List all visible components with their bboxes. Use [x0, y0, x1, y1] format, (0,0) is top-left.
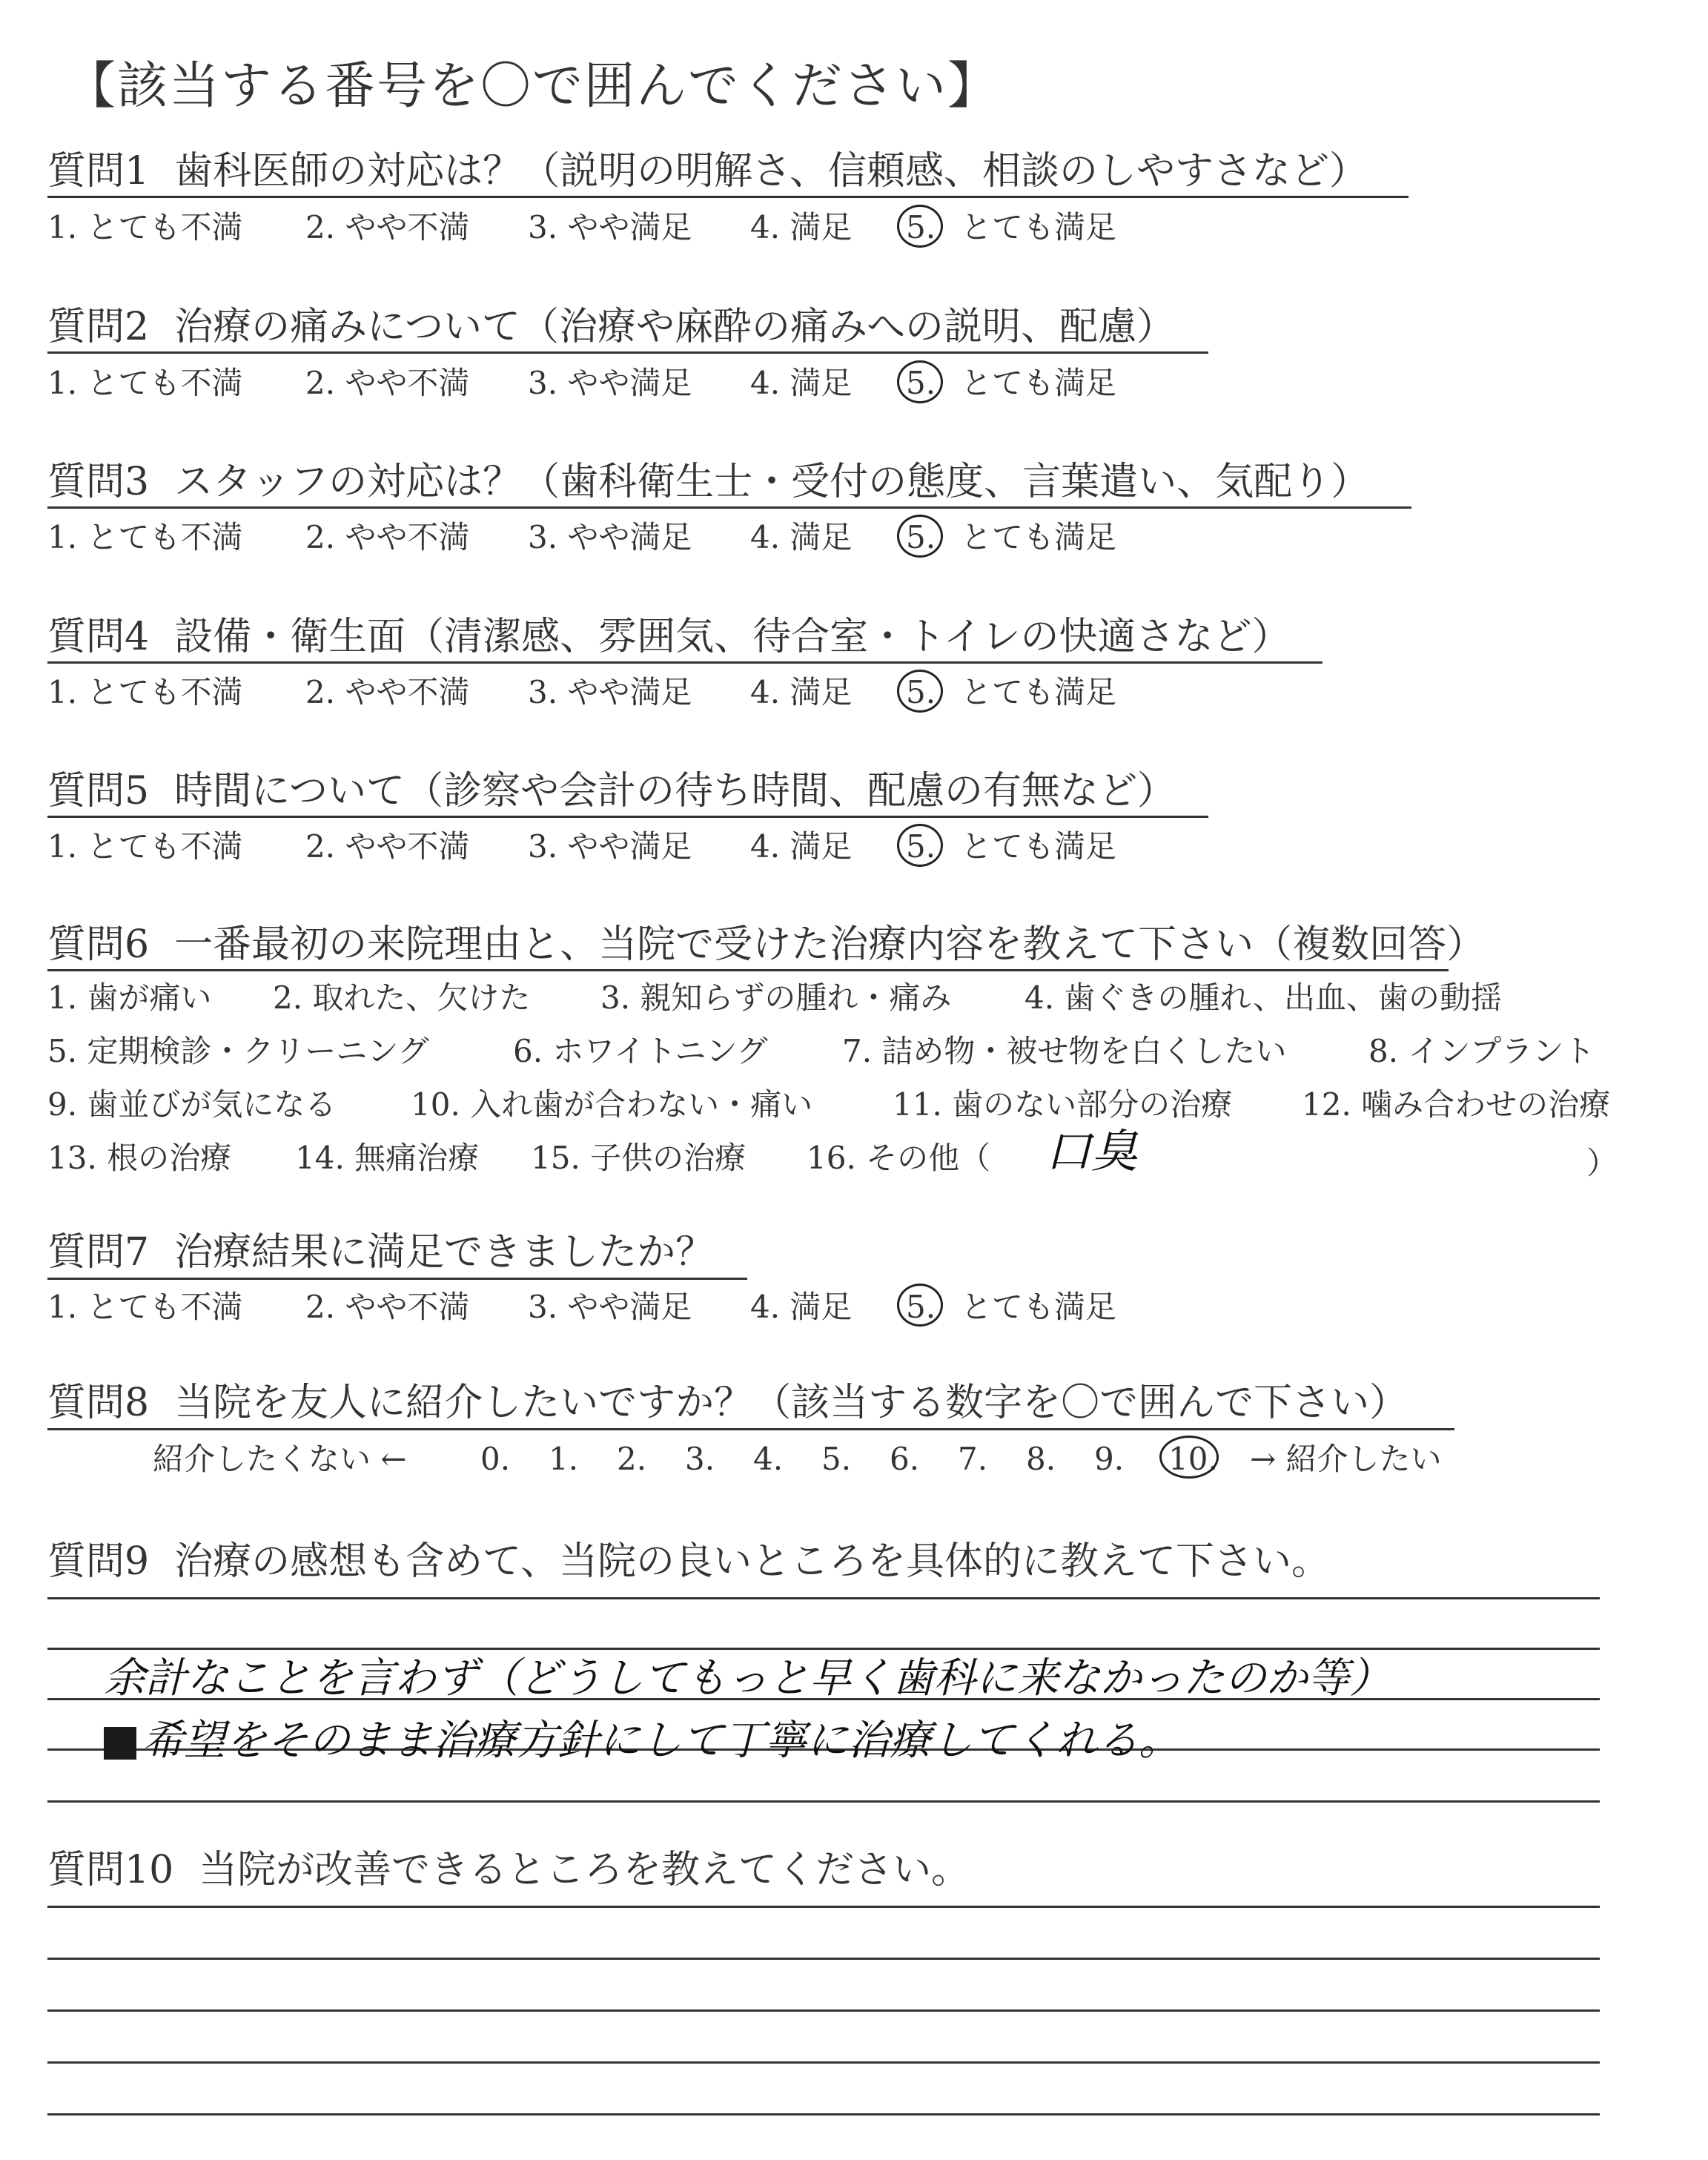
question-text: 当院が改善できるところを教えてください。	[199, 1848, 970, 1892]
option-4[interactable]: 4. 満足	[750, 209, 853, 245]
reason-option[interactable]: 2. 取れた、欠けた	[273, 980, 531, 1016]
answer-line	[47, 1958, 1600, 1960]
answer-line	[47, 1906, 1600, 1908]
question-number: 質問1	[47, 149, 150, 194]
selection-circle	[897, 515, 943, 558]
question-underline	[47, 1428, 1454, 1430]
answer-line	[47, 1597, 1600, 1599]
option-4[interactable]: 4. 満足	[750, 828, 853, 865]
question-text: 設備・衛生面（清潔感、雰囲気、待合室・トイレの快適さなど）	[174, 615, 1291, 659]
answer-line	[47, 1648, 1600, 1650]
scale-number[interactable]: 2.	[617, 1441, 647, 1477]
option-4[interactable]: 4. 満足	[750, 365, 853, 401]
answer-handwriting-text: 希望をそのまま治療方針にして丁寧に治療してくれる。	[142, 1717, 1180, 1765]
scale-number-selected[interactable]: 10.	[1168, 1441, 1218, 1477]
scribble-mark	[104, 1727, 136, 1760]
option-1[interactable]: 1. とても不満	[47, 674, 243, 710]
option-1[interactable]: 1. とても不満	[47, 1289, 243, 1325]
question-text: 時間について（診察や会計の待ち時間、配慮の有無など）	[174, 769, 1176, 813]
scale-number[interactable]: 8.	[1026, 1441, 1056, 1477]
option-4[interactable]: 4. 満足	[750, 674, 853, 710]
option-3[interactable]: 3. やや満足	[528, 365, 692, 401]
option-2[interactable]: 2. やや不満	[305, 209, 470, 245]
answer-handwriting-line-1: 余計なことを言わず（どうしてもっと早く歯科に来なかったのか等）	[104, 1654, 1391, 1702]
option-5[interactable]: 5.	[906, 1289, 936, 1325]
question-number: 質問7	[47, 1230, 150, 1275]
question-text: 当院を友人に紹介したいですか？（該当する数字を〇で囲んで下さい）	[174, 1381, 1409, 1425]
reason-option[interactable]: 5. 定期検診・クリーニング	[47, 1033, 429, 1069]
question-6-title	[47, 922, 1486, 967]
option-5[interactable]: 5.	[906, 365, 936, 401]
selection-circle	[897, 360, 943, 403]
reason-option[interactable]: 14. 無痛治療	[295, 1140, 480, 1176]
option-5-label: とても満足	[961, 209, 1117, 245]
scale-number[interactable]: 5.	[821, 1441, 852, 1477]
reason-option[interactable]: 1. 歯が痛い	[47, 980, 212, 1016]
reason-option[interactable]: 4. 歯ぐきの腫れ、出血、歯の動揺	[1025, 980, 1502, 1016]
answer-line	[47, 2061, 1600, 2064]
option-3[interactable]: 3. やや満足	[528, 209, 692, 245]
option-1[interactable]: 1. とても不満	[47, 828, 243, 865]
question-number: 質問8	[47, 1381, 150, 1425]
question-1-title	[47, 149, 1368, 194]
question-9-title	[47, 1539, 1331, 1584]
reason-option[interactable]: 3. 親知らずの腫れ・痛み	[600, 980, 952, 1016]
answer-line	[47, 2009, 1600, 2012]
option-4[interactable]: 4. 満足	[750, 1289, 853, 1325]
reason-option[interactable]: 12. 噛み合わせの治療	[1302, 1086, 1611, 1123]
answer-handwriting-line-2	[104, 1717, 1180, 1765]
scale-number[interactable]: 9.	[1094, 1441, 1125, 1477]
selection-circle	[897, 1284, 943, 1327]
reason-option[interactable]: 10. 入れ歯が合わない・痛い	[411, 1086, 813, 1123]
scale-number[interactable]: 4.	[753, 1441, 784, 1477]
option-4[interactable]: 4. 満足	[750, 519, 853, 555]
question-number: 質問5	[47, 769, 150, 813]
option-1[interactable]: 1. とても不満	[47, 365, 243, 401]
option-3[interactable]: 3. やや満足	[528, 1289, 692, 1325]
option-5-label: とても満足	[961, 674, 1117, 710]
other-close-bracket: ）	[1586, 1145, 1618, 1181]
option-2[interactable]: 2. やや不満	[305, 519, 470, 555]
question-2-title	[47, 305, 1176, 349]
question-8-title	[47, 1381, 1409, 1425]
selection-circle	[897, 670, 943, 713]
option-2[interactable]: 2. やや不満	[305, 674, 470, 710]
question-underline	[47, 506, 1411, 509]
instruction-header: 【該当する番号を〇で囲んでください】	[65, 57, 1000, 116]
answer-line	[47, 2113, 1600, 2116]
option-2[interactable]: 2. やや不満	[305, 828, 470, 865]
option-5[interactable]: 5.	[906, 209, 936, 245]
reason-option[interactable]: 15. 子供の治療	[531, 1140, 747, 1176]
option-5[interactable]: 5.	[906, 519, 936, 555]
option-1[interactable]: 1. とても不満	[47, 209, 243, 245]
question-text: スタッフの対応は？（歯科衛生士・受付の態度、言葉遣い、気配り）	[174, 460, 1370, 504]
selection-circle	[897, 824, 943, 867]
question-number: 質問2	[47, 305, 150, 349]
question-text: 治療の感想も含めて、当院の良いところを具体的に教えて下さい。	[174, 1539, 1331, 1584]
option-5[interactable]: 5.	[906, 828, 936, 865]
question-number: 質問6	[47, 922, 150, 967]
reason-option[interactable]: 7. 詰め物・被せ物を白くしたい	[842, 1033, 1287, 1069]
scale-number[interactable]: 3.	[685, 1441, 715, 1477]
option-5-label: とても満足	[961, 828, 1117, 865]
reason-option[interactable]: 8. インプラント	[1368, 1033, 1595, 1069]
option-2[interactable]: 2. やや不満	[305, 365, 470, 401]
question-7-title	[47, 1230, 715, 1275]
question-underline	[47, 196, 1409, 198]
scale-left-label: 紹介したくない ←	[153, 1441, 407, 1477]
scale-number[interactable]: 6.	[890, 1441, 920, 1477]
question-3-title	[47, 460, 1370, 504]
option-2[interactable]: 2. やや不満	[305, 1289, 470, 1325]
question-underline	[47, 351, 1208, 354]
question-4-title	[47, 615, 1291, 659]
option-5-label: とても満足	[961, 365, 1117, 401]
question-10-title	[47, 1848, 970, 1892]
scale-number[interactable]: 7.	[958, 1441, 988, 1477]
selection-circle	[897, 205, 943, 248]
option-3[interactable]: 3. やや満足	[528, 674, 692, 710]
question-underline	[47, 661, 1323, 664]
question-number: 質問3	[47, 460, 150, 504]
option-5-label: とても満足	[961, 519, 1117, 555]
question-number: 質問9	[47, 1539, 150, 1584]
question-text: 治療の痛みについて（治療や麻酔の痛みへの説明、配慮）	[174, 305, 1176, 349]
option-3[interactable]: 3. やや満足	[528, 519, 692, 555]
selection-circle	[1159, 1436, 1219, 1479]
reason-option[interactable]: 11. 歯のない部分の治療	[893, 1086, 1233, 1123]
answer-line	[47, 1800, 1600, 1803]
other-answer-handwriting: 口臭	[1045, 1124, 1138, 1178]
option-1[interactable]: 1. とても不満	[47, 519, 243, 555]
question-number: 質問10	[47, 1848, 174, 1892]
question-number: 質問4	[47, 615, 150, 659]
question-5-title	[47, 769, 1176, 813]
question-underline	[47, 1278, 747, 1280]
reason-option[interactable]: 6. ホワイトニング	[513, 1033, 768, 1069]
reason-option[interactable]: 9. 歯並びが気になる	[47, 1086, 337, 1123]
option-5-label: とても満足	[961, 1289, 1117, 1325]
scale-right-label: → 紹介したい	[1250, 1441, 1442, 1477]
question-text: 一番最初の来院理由と、当院で受けた治療内容を教えて下さい（複数回答）	[174, 922, 1486, 967]
option-3[interactable]: 3. やや満足	[528, 828, 692, 865]
scale-number[interactable]: 0.	[480, 1441, 511, 1477]
question-underline	[47, 816, 1208, 818]
question-text: 歯科医師の対応は？（説明の明解さ、信頼感、相談のしやすさなど）	[174, 149, 1368, 194]
question-underline	[47, 969, 1449, 971]
reason-option-other[interactable]: 16. その他（	[807, 1140, 991, 1176]
option-5[interactable]: 5.	[906, 674, 936, 710]
reason-option[interactable]: 13. 根の治療	[47, 1140, 232, 1176]
scale-number[interactable]: 1.	[549, 1441, 579, 1477]
question-text: 治療結果に満足できましたか？	[174, 1230, 715, 1275]
